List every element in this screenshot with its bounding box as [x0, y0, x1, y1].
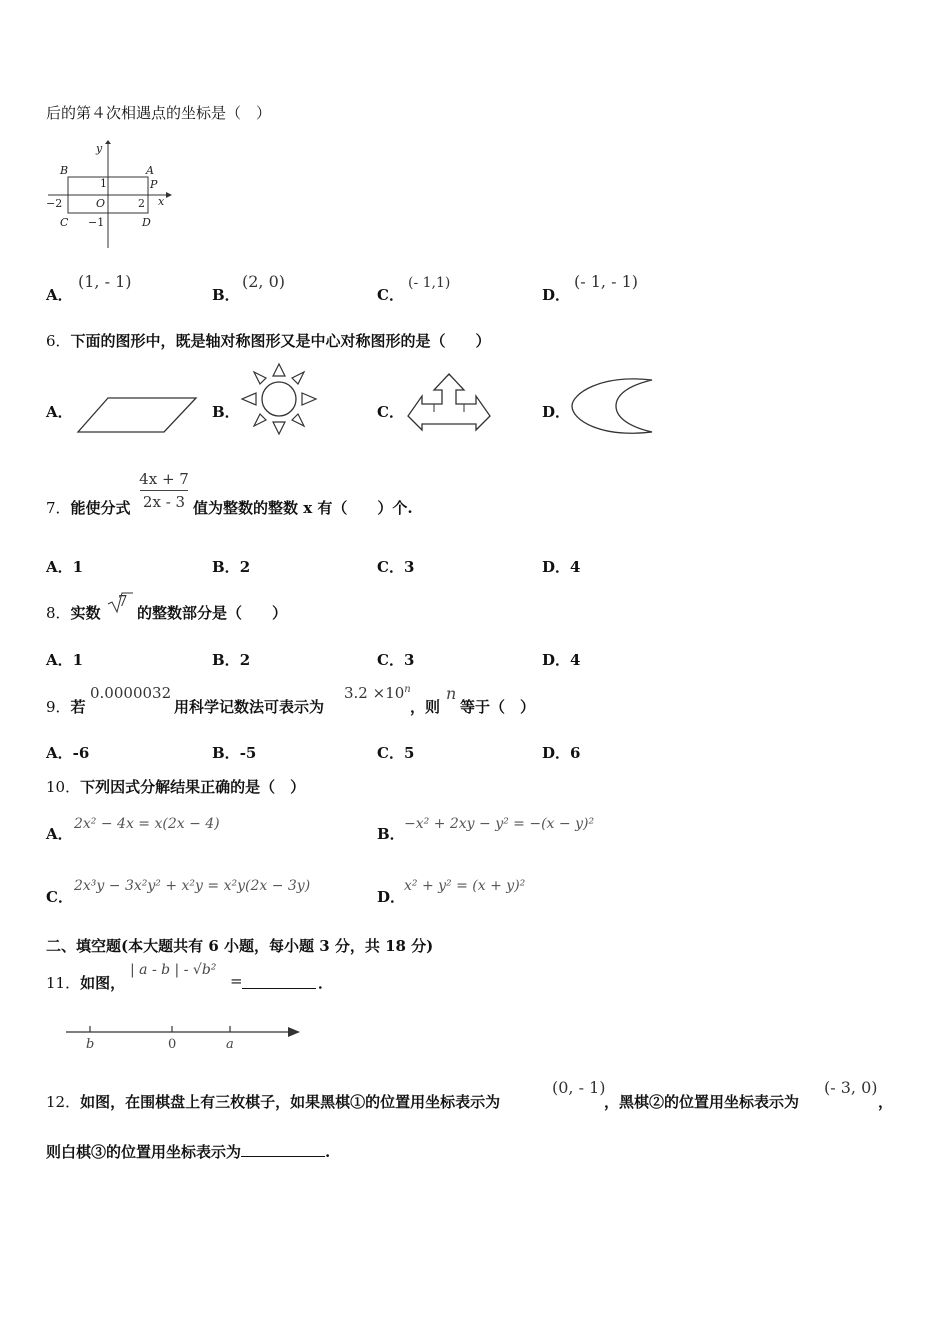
q9-n: n	[446, 684, 457, 703]
label-p: P	[150, 178, 158, 191]
q8-radicand: 7	[118, 592, 128, 610]
q7-stem-pre: 能使分式	[70, 499, 131, 517]
q8-option-a: A．1	[46, 651, 84, 669]
q9-stem-c: ，则	[410, 698, 441, 716]
numberline-label-a: a	[226, 1037, 234, 1052]
crescent-icon	[570, 376, 656, 436]
label-two: 2	[138, 197, 145, 210]
q6-option-c-letter: C．	[377, 403, 404, 421]
label-one: 1	[100, 177, 107, 190]
q10-option-d-letter: D．	[377, 888, 406, 906]
q9-question	[46, 696, 86, 717]
q11-answer-blank[interactable]	[242, 974, 316, 989]
q5-option-c-letter: C．	[377, 286, 404, 304]
q12-stem-c: ，	[878, 1093, 894, 1111]
label-d: D	[142, 216, 151, 229]
q6-option-d-letter: D．	[542, 403, 571, 421]
section2-title: 二、填空题(本大题共有 6 小题，每小题 3 分，共 18 分)	[46, 937, 434, 955]
label-neg-two: −2	[46, 197, 63, 210]
q10-option-b-value: −x² + 2xy − y² = −(x − y)²	[404, 816, 595, 832]
q5-option-a-value: (1, - 1)	[78, 272, 132, 291]
q12-coord1: (0, - 1)	[552, 1078, 606, 1097]
q9-stem-a: 若	[70, 698, 86, 716]
q11-eq: =	[230, 972, 243, 990]
q10-option-a-letter: A．	[46, 825, 73, 843]
q6-option-a-letter: A．	[46, 403, 73, 421]
q10-question	[46, 776, 305, 797]
q7-numerator: 4x + 7	[139, 470, 189, 488]
q9-sci: $3.2 \times 10^n$	[344, 684, 411, 702]
label-y: y	[96, 142, 103, 155]
q12-tail: .	[325, 1143, 331, 1161]
label-neg-one: −1	[88, 216, 105, 229]
q8-number: 8．	[46, 604, 71, 622]
label-b: B	[60, 164, 69, 177]
q5-stem: 后的第４次相遇点的坐标是（ ）	[46, 104, 272, 122]
q10-option-d-value: x² + y² = (x + y)²	[404, 878, 526, 894]
q11-expr: | a - b | - √b²	[130, 962, 217, 978]
q5-option-c-value: (- 1,1)	[408, 275, 451, 291]
q9-option-a: A．-6	[46, 744, 90, 762]
q11-question	[46, 972, 125, 993]
q10-number: 10．	[46, 778, 81, 796]
q8-stem-post: 的整数部分是（ ）	[137, 604, 288, 622]
q8-option-b: B．2	[212, 651, 251, 669]
q11-tail: ．	[318, 974, 334, 992]
q11-stem: 如图，	[80, 974, 126, 992]
label-o: O	[96, 197, 106, 210]
q5-option-b-letter: B．	[212, 286, 240, 304]
q10-stem: 下列因式分解结果正确的是（ ）	[80, 778, 306, 796]
arrows-icon	[404, 372, 494, 436]
q5-option-d-letter: D．	[542, 286, 571, 304]
q5-option-d-value: (- 1, - 1)	[574, 272, 638, 291]
q10-option-a-value: 2x² − 4x = x(2x − 4)	[74, 816, 220, 832]
parallelogram-icon	[74, 394, 200, 436]
q7-denominator: 2x - 3	[142, 493, 186, 511]
q5-coordinate-figure	[44, 140, 174, 252]
q12-line2-text: 则白棋③的位置用坐标表示为	[46, 1143, 242, 1161]
q7-number: 7．	[46, 499, 71, 517]
q9-stem-b: 用科学记数法可表示为	[174, 698, 325, 716]
q6-number: 6．	[46, 332, 71, 350]
q12-stem-a: 如图，在围棋盘上有三枚棋子，如果黑棋①的位置用坐标表示为	[80, 1093, 501, 1111]
q8-option-c: C．3	[377, 651, 415, 669]
q12-stem-b: ，黑棋②的位置用坐标表示为	[604, 1093, 800, 1111]
q7-option-d: D．4	[542, 558, 581, 576]
q9-decimal: 0.0000032	[90, 684, 172, 702]
q10-option-c-value: 2x³y − 3x²y² + x²y = x²y(2x − 3y)	[74, 878, 311, 894]
q9-number: 9．	[46, 698, 71, 716]
q12-line2	[46, 1141, 330, 1162]
q9-option-b: B．-5	[212, 744, 257, 762]
label-x: x	[158, 195, 165, 208]
q7-fraction	[138, 470, 190, 511]
q7-option-b: B．2	[212, 558, 251, 576]
q12-question	[46, 1091, 500, 1112]
numberline-label-zero: 0	[168, 1037, 177, 1052]
label-c: C	[60, 216, 69, 229]
q12-coord2: (- 3, 0)	[824, 1078, 878, 1097]
q7-question	[46, 497, 413, 518]
q6-question	[46, 330, 491, 351]
q8-option-d: D．4	[542, 651, 581, 669]
sun-icon	[238, 362, 320, 436]
q6-option-b-letter: B．	[212, 403, 240, 421]
q9-option-c: C．5	[377, 744, 415, 762]
q5-option-a-letter: A．	[46, 286, 73, 304]
q11-number-line	[62, 1020, 306, 1054]
q10-option-c-letter: C．	[46, 888, 73, 906]
q8-question	[46, 602, 287, 623]
q6-stem: 下面的图形中，既是轴对称图形又是中心对称图形的是（ ）	[70, 332, 491, 350]
q10-option-b-letter: B．	[377, 825, 405, 843]
label-a: A	[146, 164, 154, 177]
q11-number: 11．	[46, 974, 81, 992]
q7-stem-post: 值为整数的整数 x 有（ ）个.	[193, 499, 413, 517]
q12-answer-blank[interactable]	[241, 1142, 325, 1157]
numberline-label-b: b	[86, 1037, 95, 1052]
q7-option-a: A．1	[46, 558, 84, 576]
q5-option-b-value: (2, 0)	[242, 272, 286, 291]
q12-number: 12．	[46, 1093, 81, 1111]
q9-option-d: D．6	[542, 744, 581, 762]
q8-stem-pre: 实数	[70, 604, 101, 622]
q9-stem-d: 等于（ ）	[460, 698, 536, 716]
q7-option-c: C．3	[377, 558, 415, 576]
